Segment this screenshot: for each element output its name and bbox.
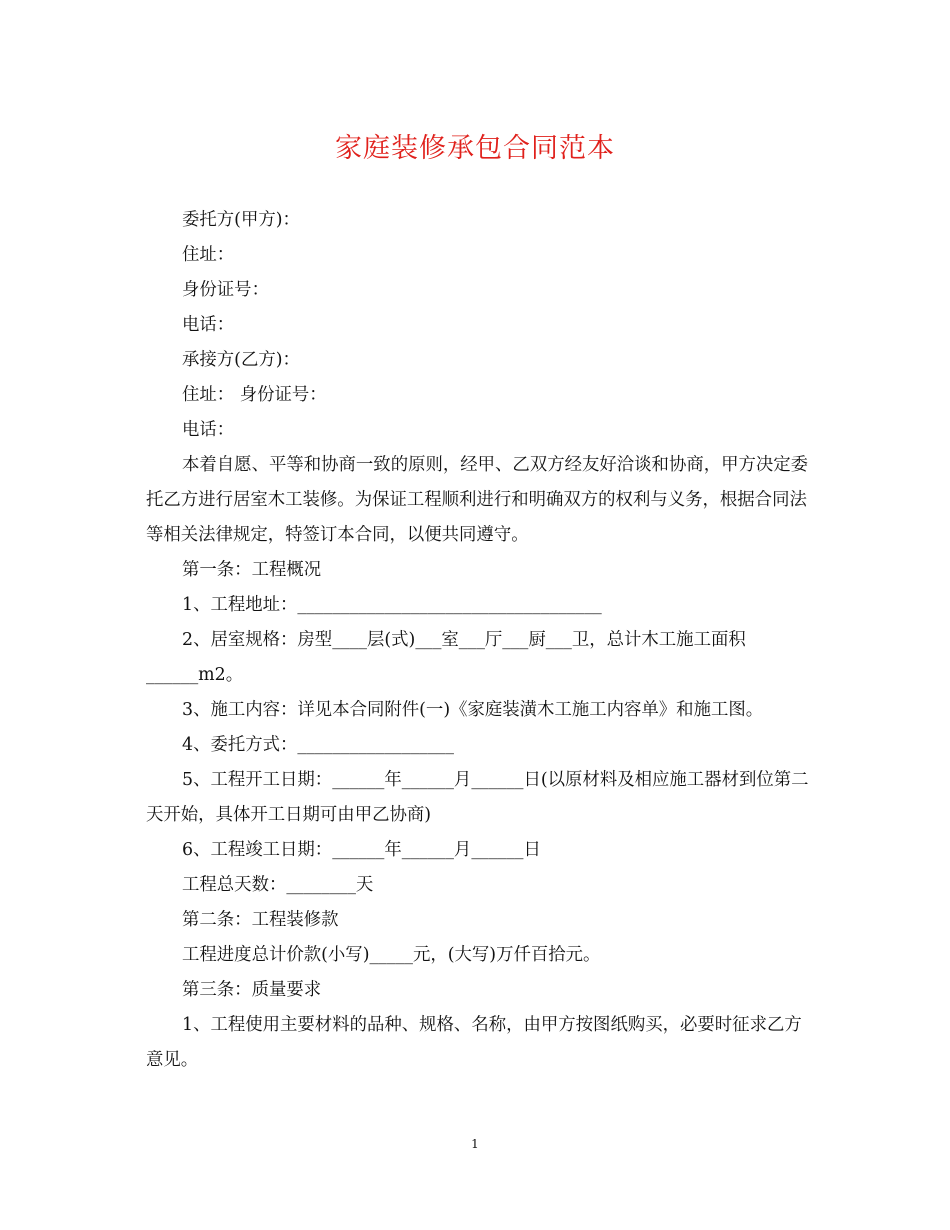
page-number: 1 [471, 1137, 479, 1151]
party-b-address-id: 住址： 身份证号： [182, 385, 327, 405]
article-1-item-3: 3、施工内容：详见本合同附件(一)《家庭装潢木工施工内容单》和施工图。 [182, 700, 764, 720]
article-3-heading: 第三条：质量要求 [182, 980, 322, 1000]
party-b-label: 承接方(乙方)： [182, 350, 300, 370]
preamble-paragraph: 本着自愿、平等和协商一致的原则，经甲、乙双方经友好洽谈和协商，甲方决定委托乙方进行居室木工装修。为保证工程顺利进行和明确双方的权利与义务，根据合同法等相关法律规定，特签订本合同，以便共同遵守。 [146, 455, 809, 545]
article-3-item-1: 1、工程使用主要材料的品种、规格、名称，由甲方按图纸购买，必要时征求乙方意见。 [146, 1015, 802, 1070]
total-days: 工程总天数：________天 [182, 875, 374, 895]
article-1-item-4: 4、委托方式：__________________ [182, 735, 454, 755]
party-b-phone: 电话： [182, 420, 235, 440]
article-2-heading: 第二条：工程装修款 [182, 910, 339, 930]
document-body [146, 203, 810, 1078]
party-a-label: 委托方(甲方)： [182, 210, 300, 230]
article-1-item-1: 1、工程地址：___________________________________ [182, 595, 602, 615]
article-1-item-2: 2、居室规格：房型____层(式)___室___厅___厨___卫，总计木工施工面积______m2。 [146, 630, 746, 685]
article-1-item-5: 5、工程开工日期：______年______月______日(以原材料及相应施工器材到位第二天开始，具体开工日期可由甲乙协商) [146, 770, 809, 825]
party-a-address: 住址： [182, 245, 235, 265]
article-1-heading: 第一条：工程概况 [182, 560, 322, 580]
article-1-item-6: 6、工程竣工日期：______年______月______日 [182, 840, 541, 860]
party-a-id-number: 身份证号： [182, 280, 269, 300]
party-a-phone: 电话： [182, 315, 235, 335]
article-2-price: 工程进度总计价款(小写)_____元，(大写)万仟百拾元。 [182, 945, 601, 965]
document-title: 家庭装修承包合同范本 [335, 133, 615, 164]
